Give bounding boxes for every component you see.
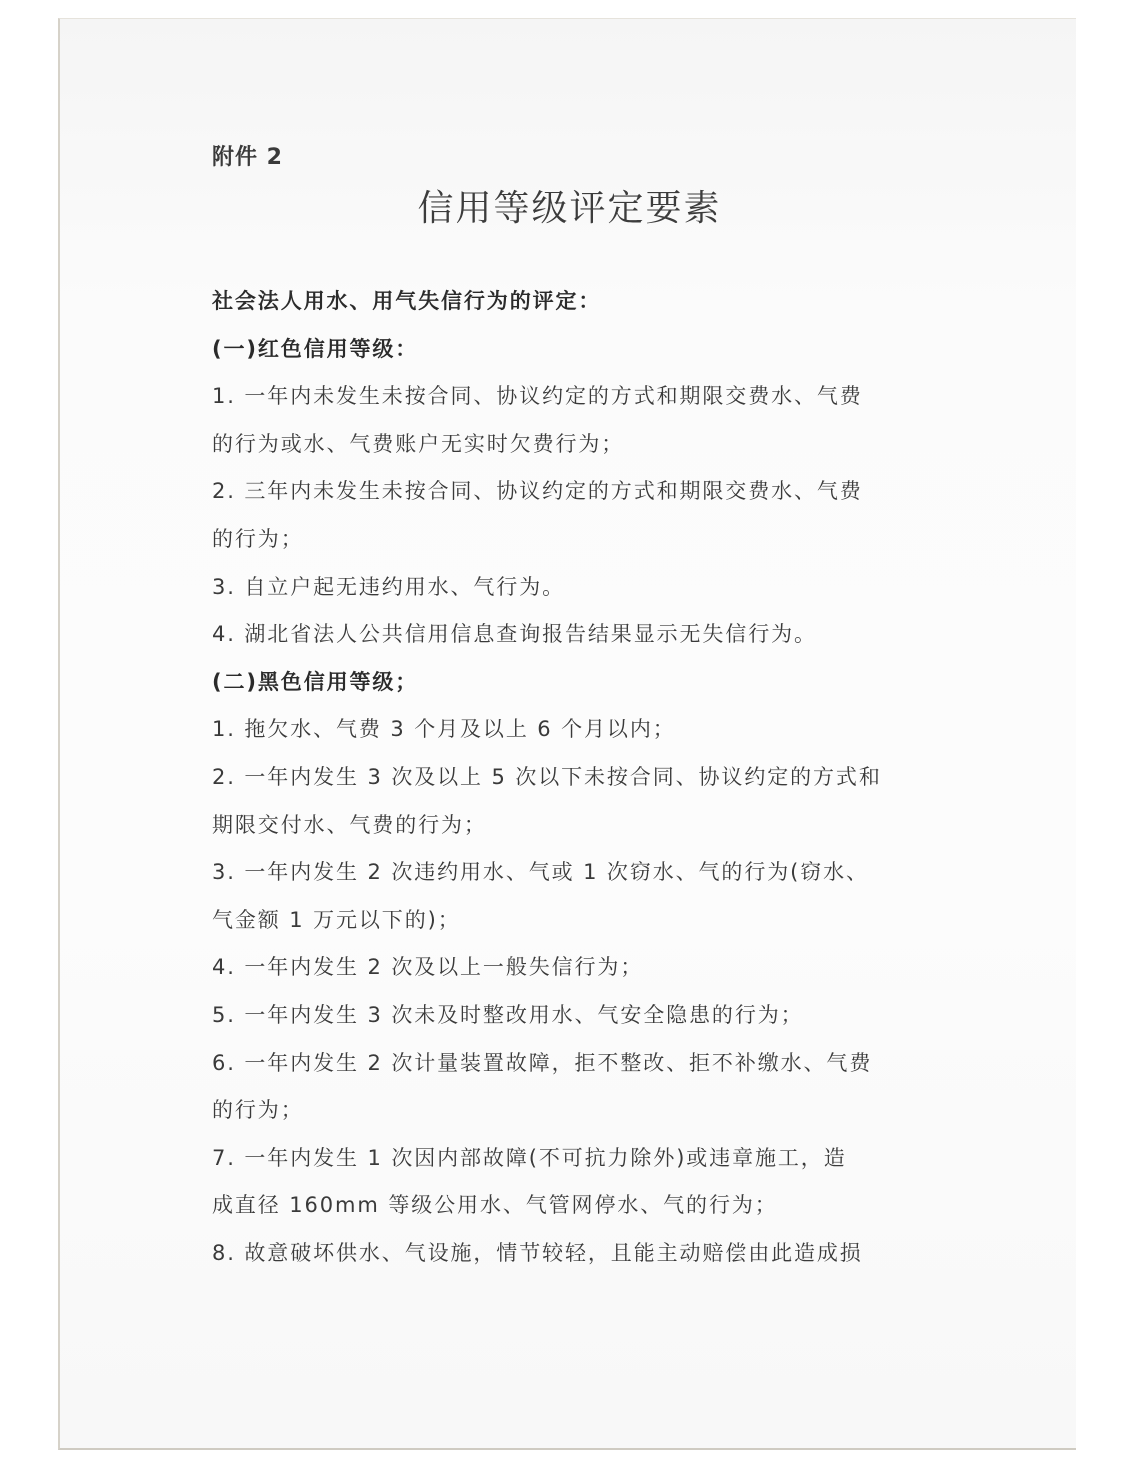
- body-line: 3. 一年内发生 2 次违约用水、气或 1 次窃水、气的行为(窃水、: [212, 860, 869, 885]
- body-line: 的行为或水、气费账户无实时欠费行为；: [212, 431, 625, 456]
- body-line: 8. 故意破坏供水、气设施，情节较轻，且能主动赔偿由此造成损: [212, 1240, 863, 1265]
- body-line: 7. 一年内发生 1 次因内部故障(不可抗力除外)或违章施工，造: [212, 1145, 847, 1170]
- body-line: 的行为；: [212, 1098, 304, 1123]
- body-line: 1. 一年内未发生未按合同、协议约定的方式和期限交费水、气费: [212, 384, 863, 409]
- section-heading: (一)红色信用等级：: [212, 336, 419, 361]
- body-line: 6. 一年内发生 2 次计量装置故障，拒不整改、拒不补缴水、气费: [212, 1050, 873, 1075]
- document-body: [212, 278, 932, 1277]
- section-heading: (二)黑色信用等级；: [212, 669, 419, 694]
- body-line: 气金额 1 万元以下的)；: [212, 907, 461, 932]
- body-line: 的行为；: [212, 526, 304, 551]
- body-line: 3. 自立户起无违约用水、气行为。: [212, 574, 566, 599]
- body-line: 2. 三年内未发生未按合同、协议约定的方式和期限交费水、气费: [212, 479, 863, 504]
- body-line: 成直径 160mm 等级公用水、气管网停水、气的行为；: [212, 1193, 778, 1218]
- body-line: 4. 湖北省法人公共信用信息查询报告结果显示无失信行为。: [212, 622, 817, 647]
- body-line: 1. 拖欠水、气费 3 个月及以上 6 个月以内；: [212, 717, 676, 742]
- document-title: 信用等级评定要素: [417, 188, 722, 229]
- body-line: 2. 一年内发生 3 次及以上 5 次以下未按合同、协议约定的方式和: [212, 764, 882, 789]
- section-heading: 社会法人用水、用气失信行为的评定：: [212, 289, 602, 313]
- body-line: 期限交付水、气费的行为；: [212, 812, 487, 837]
- body-line: 5. 一年内发生 3 次未及时整改用水、气安全隐患的行为；: [212, 1002, 804, 1027]
- body-line: 4. 一年内发生 2 次及以上一般失信行为；: [212, 955, 644, 980]
- attachment-label: 附件 2: [212, 145, 283, 170]
